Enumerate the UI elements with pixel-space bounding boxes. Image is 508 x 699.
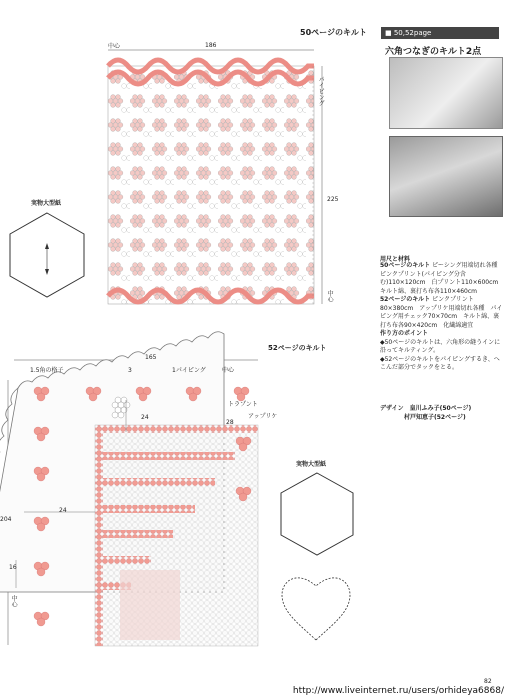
template1-label: 実物大型紙: [31, 200, 62, 207]
quilt52-border-label: 1.5角の格子: [30, 367, 64, 374]
credit-line-1: デザイン 皇川ふみ子(50ページ): [380, 405, 472, 412]
book-icon: ■: [385, 29, 394, 37]
howto-1: ◆50ページのキルトは、六角形の縫うインに沿ってキルティング。: [380, 338, 501, 355]
quilt50-title: 50ページのキルト: [300, 28, 367, 37]
materials-p1-text: ピーシング用端切れ各種 ピンクプリント(パイピング分含む)110×120cm 白プリント110×600cm キルト綿、裏打ち布各110×460cm: [380, 262, 505, 295]
quilt52-width: 165: [145, 354, 157, 361]
quilt52-n3: 3: [128, 367, 132, 374]
materials-title: 用尺と材料: [380, 256, 411, 263]
source-url[interactable]: http://www.liveinternet.ru/users/orhideya6868/: [292, 686, 504, 696]
quilt52-n28: 28: [226, 419, 234, 426]
quilt50-center-right: 中心: [326, 290, 334, 302]
quilt52-height: 204: [0, 516, 12, 523]
quilt52-center-top: 中心: [222, 367, 235, 374]
quilt50-height: 225: [327, 196, 339, 203]
template2-label: 実物大型紙: [296, 461, 327, 468]
quilt50-piping: パイピング: [317, 76, 325, 106]
quilt50-center-top: 中心: [108, 43, 121, 50]
quilt52-n24a: 24: [141, 414, 149, 421]
quilt52-piping: 1パイピング: [172, 367, 206, 374]
page-number: 82: [484, 678, 492, 685]
materials-body: [380, 262, 504, 373]
quilt52-center-left: 中心: [10, 595, 18, 607]
page-title: 六角つなぎのキルト2点: [385, 47, 482, 57]
materials-p2-text: ピンクプリント80×380cm アップリケ用端切れ各種 パイピング用チェック70×70cm キルト綿、裏打ち布各90×420cm 化繊綿適宜: [380, 296, 503, 329]
quilt52-n16: 16: [9, 564, 17, 571]
materials-p2-head: 52ページのキルト: [380, 296, 431, 304]
howto-title: 作り方のポイント: [380, 330, 429, 338]
page-ref-text: 50,52page: [393, 29, 432, 37]
quilt50-width: 186: [205, 42, 217, 49]
quilt52-n24b: 24: [59, 507, 67, 514]
quilt52-title: 52ページのキルト: [268, 344, 327, 352]
credit-line-2: 村戸知恵子(52ページ): [404, 413, 466, 421]
quilt52-trapunto: トラプント: [228, 401, 258, 408]
materials-p1-head: 50ページのキルト: [380, 262, 431, 269]
materials-p1: [380, 262, 504, 296]
howto-2: ◆52ページのキルトをパイピングするき、へこんだ部分でタックをとる。: [380, 355, 500, 372]
quilt52-applique: アップリケ: [248, 413, 278, 420]
materials-p2: [380, 296, 504, 330]
credits: [380, 405, 471, 422]
